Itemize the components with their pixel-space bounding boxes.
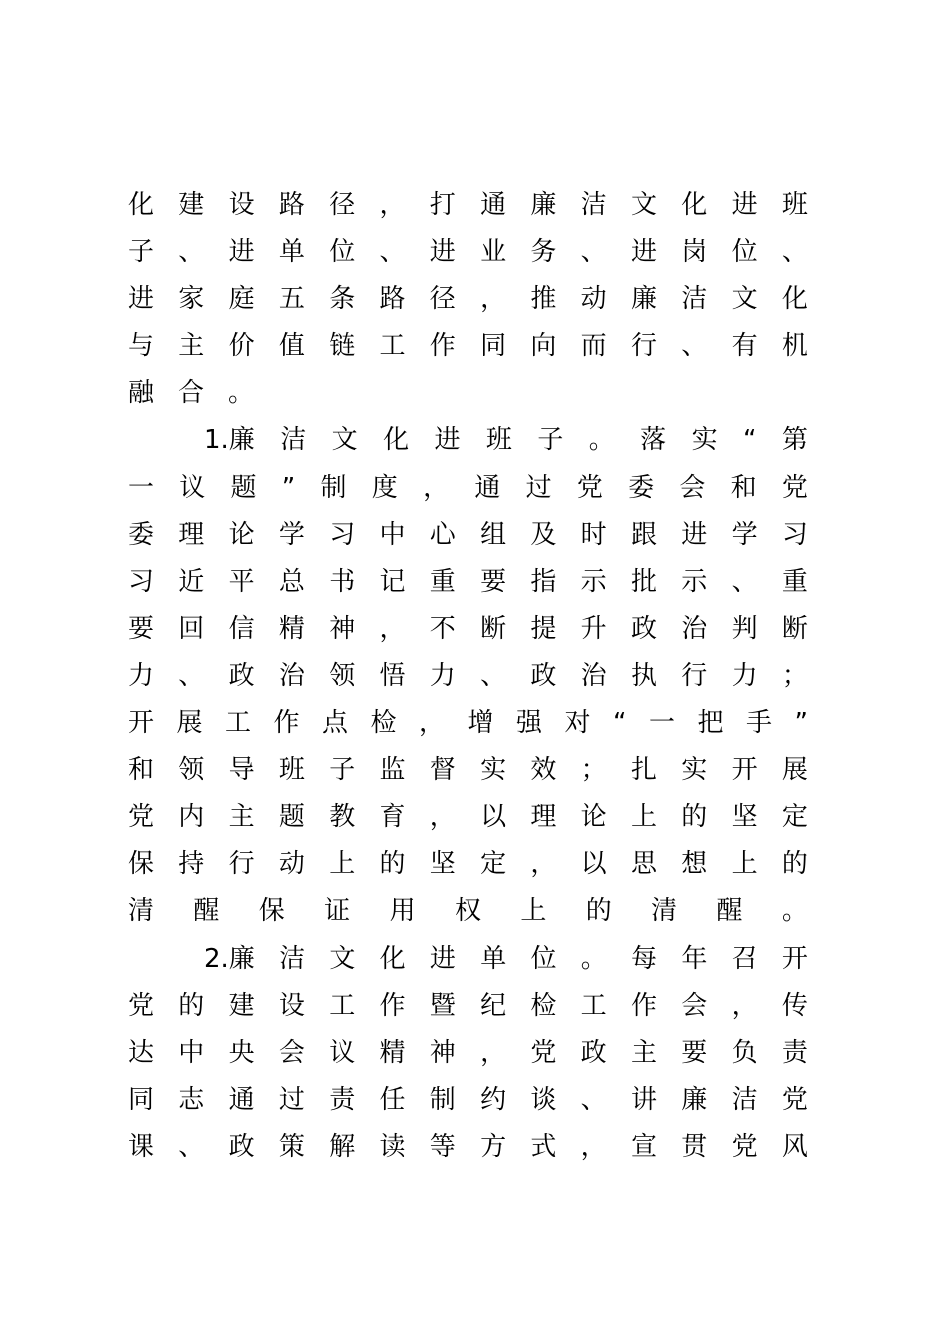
- text-line: 党 内 主 题 教 育 ， 以 理 论 上 的 坚 定: [128, 802, 808, 833]
- text-line: 课 、 政 策 解 读 等 方 式 ， 宣 贯 党 风: [128, 1131, 808, 1162]
- text-line: 与 主 价 值 链 工 作 同 向 而 行 、 有 机: [128, 331, 808, 362]
- text-line: 清 醒 保 证 用 权 上 的 清 醒 。: [128, 896, 808, 927]
- text-line: 委 理 论 学 习 中 心 组 及 时 跟 进 学 习: [128, 519, 808, 550]
- text-line: 一 议 题 ” 制 度 ， 通 过 党 委 会 和 党: [128, 472, 808, 503]
- body-text: [128, 182, 808, 1171]
- text-line: 同 志 通 过 责 任 制 约 谈 、 讲 廉 洁 党: [128, 1084, 808, 1115]
- text-line: 达 中 央 会 议 精 神 ， 党 政 主 要 负 责: [128, 1037, 808, 1068]
- text-line: 和 领 导 班 子 监 督 实 效 ； 扎 实 开 展: [128, 755, 808, 786]
- text-line: 1.廉 洁 文 化 进 班 子 。 落 实 “ 第: [204, 425, 808, 456]
- text-line: 要 回 信 精 神 ， 不 断 提 升 政 治 判 断: [128, 613, 808, 644]
- text-line: 党 的 建 设 工 作 暨 纪 检 工 作 会 ， 传: [128, 990, 808, 1021]
- text-line: 化 建 设 路 径 ， 打 通 廉 洁 文 化 进 班: [128, 190, 808, 220]
- text-line: 开 展 工 作 点 检 ， 增 强 对 “ 一 把 手 ”: [128, 708, 808, 739]
- text-line: 力 、 政 治 领 悟 力 、 政 治 执 行 力 ；: [128, 660, 808, 691]
- text-line: 保 持 行 动 上 的 坚 定 ， 以 思 想 上 的: [128, 849, 808, 880]
- text-line: 融 合 。: [128, 378, 255, 409]
- text-line: 习 近 平 总 书 记 重 要 指 示 批 示 、 重: [128, 566, 808, 597]
- text-line: 2.廉 洁 文 化 进 单 位 。 每 年 召 开: [204, 943, 808, 974]
- text-line: 进 家 庭 五 条 路 径 ， 推 动 廉 洁 文 化: [128, 284, 808, 315]
- text-line: 子 、 进 单 位 、 进 业 务 、 进 岗 位 、: [128, 237, 808, 268]
